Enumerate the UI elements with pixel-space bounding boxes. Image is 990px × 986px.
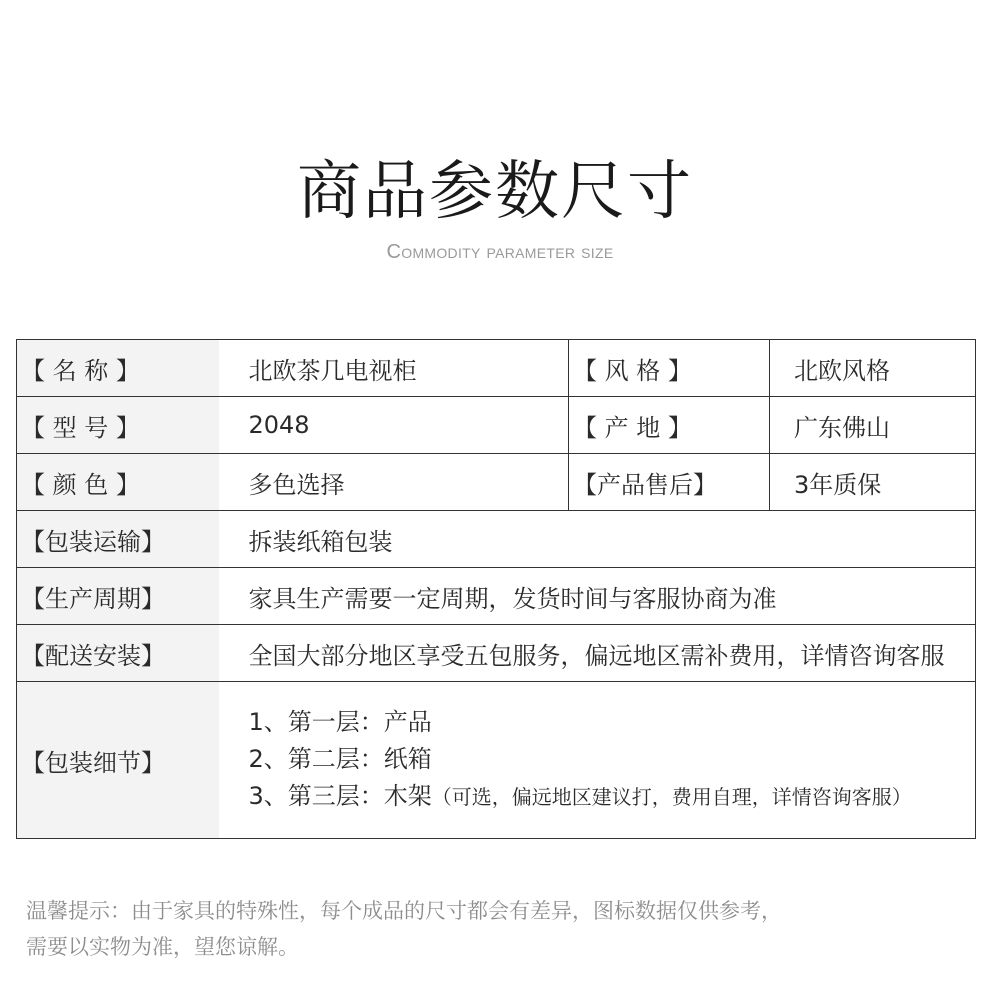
spec-value-origin: 广东佛山 [770, 397, 976, 454]
spec-value-aftersales: 3年质保 [770, 454, 976, 511]
table-row [17, 340, 976, 397]
packaging-line-1: 1、第一层：产品 [248, 708, 432, 736]
spec-label-origin: 【 产 地 】 [569, 397, 770, 454]
spec-value-model: 2048 [219, 397, 569, 454]
spec-label-shipping: 【包装运输】 [17, 511, 219, 568]
spec-value-delivery: 全国大部分地区享受五包服务，偏远地区需补费用，详情咨询客服 [219, 625, 976, 682]
spec-label-packaging-detail: 【包装细节】 [17, 682, 219, 839]
spec-value-name: 北欧茶几电视柜 [219, 340, 569, 397]
spec-label-color: 【 颜 色 】 [17, 454, 219, 511]
spec-table [16, 339, 976, 839]
notice-line-1: 温馨提示：由于家具的特殊性，每个成品的尺寸都会有差异，图标数据仅供参考， [26, 899, 782, 923]
table-row [17, 511, 976, 568]
spec-value-production: 家具生产需要一定周期，发货时间与客服协商为准 [219, 568, 976, 625]
spec-value-color: 多色选择 [219, 454, 569, 511]
table-row [17, 625, 976, 682]
spec-label-aftersales: 【产品售后】 [569, 454, 770, 511]
spec-label-model: 【 型 号 】 [17, 397, 219, 454]
spec-value-shipping: 拆装纸箱包装 [219, 511, 976, 568]
packaging-line-3 [249, 778, 976, 816]
page-subtitle: Commodity parameter size [386, 241, 614, 263]
spec-value-style: 北欧风格 [770, 340, 976, 397]
notice-text [26, 893, 966, 965]
page-title: 商品参数尺寸 [297, 155, 693, 229]
spec-label-name: 【 名 称 】 [17, 340, 219, 397]
notice-line-2: 需要以实物为准，望您谅解。 [26, 935, 299, 959]
table-row [17, 568, 976, 625]
table-row [17, 682, 976, 839]
spec-label-production: 【生产周期】 [17, 568, 219, 625]
spec-label-delivery: 【配送安装】 [17, 625, 219, 682]
spec-value-packaging-detail [219, 682, 976, 839]
packaging-line-2: 2、第二层：纸箱 [248, 745, 432, 773]
table-row [17, 454, 976, 511]
table-row [17, 397, 976, 454]
packaging-line-3-note: （可选，偏远地区建议打，费用自理，详情咨询客服） [431, 785, 912, 809]
spec-label-style: 【 风 格 】 [569, 340, 770, 397]
packaging-line-3-main: 3、第三层：木架 [248, 782, 432, 810]
